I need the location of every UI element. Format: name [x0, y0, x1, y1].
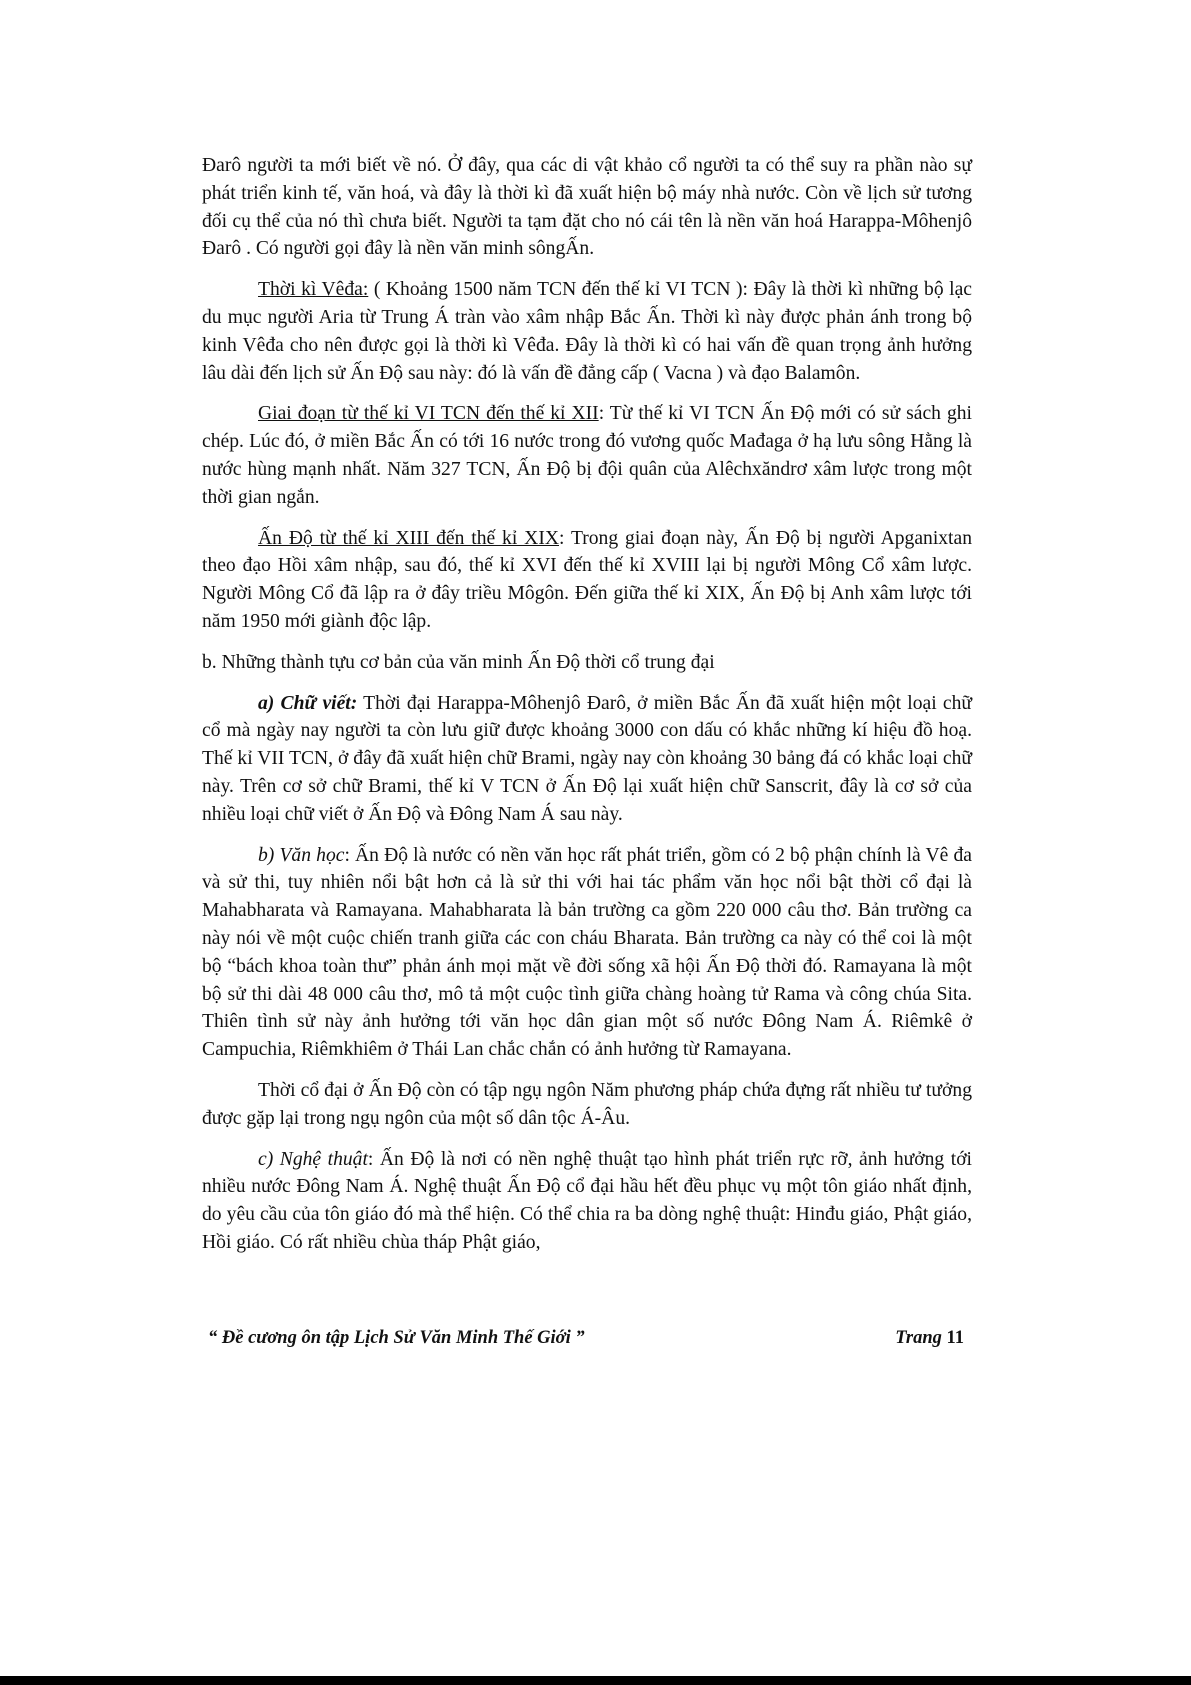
footer-page-indicator: [895, 1328, 964, 1349]
heading-literature: b) Văn học: [258, 844, 345, 866]
scan-bottom-edge: [0, 1676, 1191, 1685]
paragraph-literature: [202, 842, 972, 1064]
heading-art: c) Nghệ thuật: [258, 1148, 368, 1170]
page-footer: [208, 1328, 964, 1349]
heading-13th-19th-century: Ấn Độ từ thế kỉ XIII đến thế kỉ XIX: [258, 527, 559, 549]
heading-writing: a) Chữ viết:: [258, 692, 358, 714]
paragraph-literature-text: : Ấn Độ là nước có nền văn học rất phát triển, gồm có 2 bộ phận chính là Vê đa và sử thi, tuy nhiên nổi bật hơn cả là sử thi với hai tác phẩm văn học nổi bật thời cổ đại là Mahabharata và Ramayana. Mahabharata là bản trường ca gồm 220 000 câu thơ. Bản trường ca này nói về một cuộc chiến tranh giữa các con cháu Bharata. Bản trường ca này có thể coi là một bộ “bách khoa toàn thư” phản ánh mọi mặt về đời sống xã hội Ấn Độ thời đó. Ramayana là một bộ sử thi dài 48 000 câu thơ, mô tả một cuộc tình giữa chàng hoàng tử Rama và công chúa Sita. Thiên tình sử này ảnh hưởng tới văn học dân gian một số nước Đông Nam Á. Riêmkê ở Campuchia, Riêmkhiêm ở Thái Lan chắc chắn có ảnh hưởng từ Ramayana.: [202, 844, 972, 1061]
page-body: [202, 152, 972, 1270]
paragraph-13th-19th-century: [202, 525, 972, 636]
paragraph-writing-text: Thời đại Harappa-Môhenjô Đarô, ở miền Bắc Ấn đã xuất hiện một loại chữ cổ mà ngày nay người ta còn lưu giữ được khoảng 3000 con dấu có khắc những kí hiệu đồ hoạ. Thế kỉ VII TCN, ở đây đã xuất hiện chữ Brami, ngày nay còn khoảng 30 bảng đá có khắc loại chữ này. Trên cơ sở chữ Brami, thế kỉ V TCN ở Ấn Độ lại xuất hiện chữ Sanscrit, đây là cơ sở của nhiều loại chữ viết ở Ấn Độ và Đông Nam Á sau này.: [202, 692, 972, 825]
paragraph-6th-12th-century: [202, 400, 972, 511]
footer-title: “ Đề cương ôn tập Lịch Sử Văn Minh Thế Giới ”: [208, 1328, 585, 1348]
footer-page-number: 11: [946, 1328, 964, 1348]
footer-page-label: Trang: [895, 1328, 942, 1348]
section-heading-achievements: b. Những thành tựu cơ bản của văn minh Ấn Độ thời cổ trung đại: [202, 651, 715, 673]
heading-veda-period: Thời kì Vêđa:: [258, 279, 369, 301]
paragraph-writing: [202, 690, 972, 829]
paragraph-veda-text: ( Khoảng 1500 năm TCN đến thế kỉ VI TCN ): Đây là thời kì những bộ lạc du mục người Aria từ Trung Á tràn vào xâm nhập Bắc Ấn. Thời kì này được phản ánh trong bộ kinh Vêđa cho nên được gọi là thời kì Vêđa. Đây là thời kì có hai vấn đề quan trọng ảnh hưởng lâu dài đến lịch sử Ấn Độ sau này: đó là vấn đề đẳng cấp ( Vacna ) và đạo Balamôn.: [202, 279, 972, 384]
paragraph-art: [202, 1146, 972, 1257]
paragraph-fables: Thời cổ đại ở Ấn Độ còn có tập ngụ ngôn Năm phương pháp chứa đựng rất nhiều tư tưởng được gặp lại trong ngụ ngôn của một số dân tộc Á-Âu.: [202, 1079, 972, 1129]
heading-6th-12th-century: Giai đoạn từ thế kỉ VI TCN đến thế kỉ XII: [258, 403, 599, 425]
paragraph-art-text: : Ấn Độ là nơi có nền nghệ thuật tạo hình phát triển rực rỡ, ảnh hưởng tới nhiều nước Đông Nam Á. Nghệ thuật Ấn Độ cổ đại hầu hết đều phục vụ một tôn giáo nhất định, do yêu cầu của tôn giáo đó mà thể hiện. Có thể chia ra ba dòng nghệ thuật: Hinđu giáo, Phật giáo, Hồi giáo. Có rất nhiều chùa tháp Phật giáo,: [202, 1148, 972, 1253]
paragraph-harappa-intro: Đarô người ta mới biết về nó. Ở đây, qua các di vật khảo cổ người ta có thể suy ra phần nào sự phát triển kinh tế, văn hoá, và đây là thời kì đã xuất hiện bộ máy nhà nước. Còn về lịch sử tương đối cụ thể của nó thì chưa biết. Người ta tạm đặt cho nó cái tên là nền văn hoá Harappa-Môhenjô Đarô . Có người gọi đây là nền văn minh sôngẤn.: [202, 155, 972, 260]
paragraph-veda-period: [202, 276, 972, 387]
paragraph-13th-19th-text: : Trong giai đoạn này, Ấn Độ bị người Apganixtan theo đạo Hồi xâm nhập, sau đó, thế kỉ XVI đến thế kỉ XVIII lại bị người Mông Cổ xâm lược. Người Mông Cổ đã lập ra ở đây triều Môgôn. Đến giữa thế kỉ XIX, Ấn Độ bị Anh xâm lược tới năm 1950 mới giành độc lập.: [202, 527, 972, 632]
paragraph-6th-12th-text: : Từ thế kỉ VI TCN Ấn Độ mới có sử sách ghi chép. Lúc đó, ở miền Bắc Ấn có tới 16 nước trong đó vương quốc Mađaga ở hạ lưu sông Hằng là nước hùng mạnh nhất. Năm 327 TCN, Ấn Độ bị đội quân của Alêchxăndrơ xâm lược trong một thời gian ngắn.: [202, 403, 972, 508]
